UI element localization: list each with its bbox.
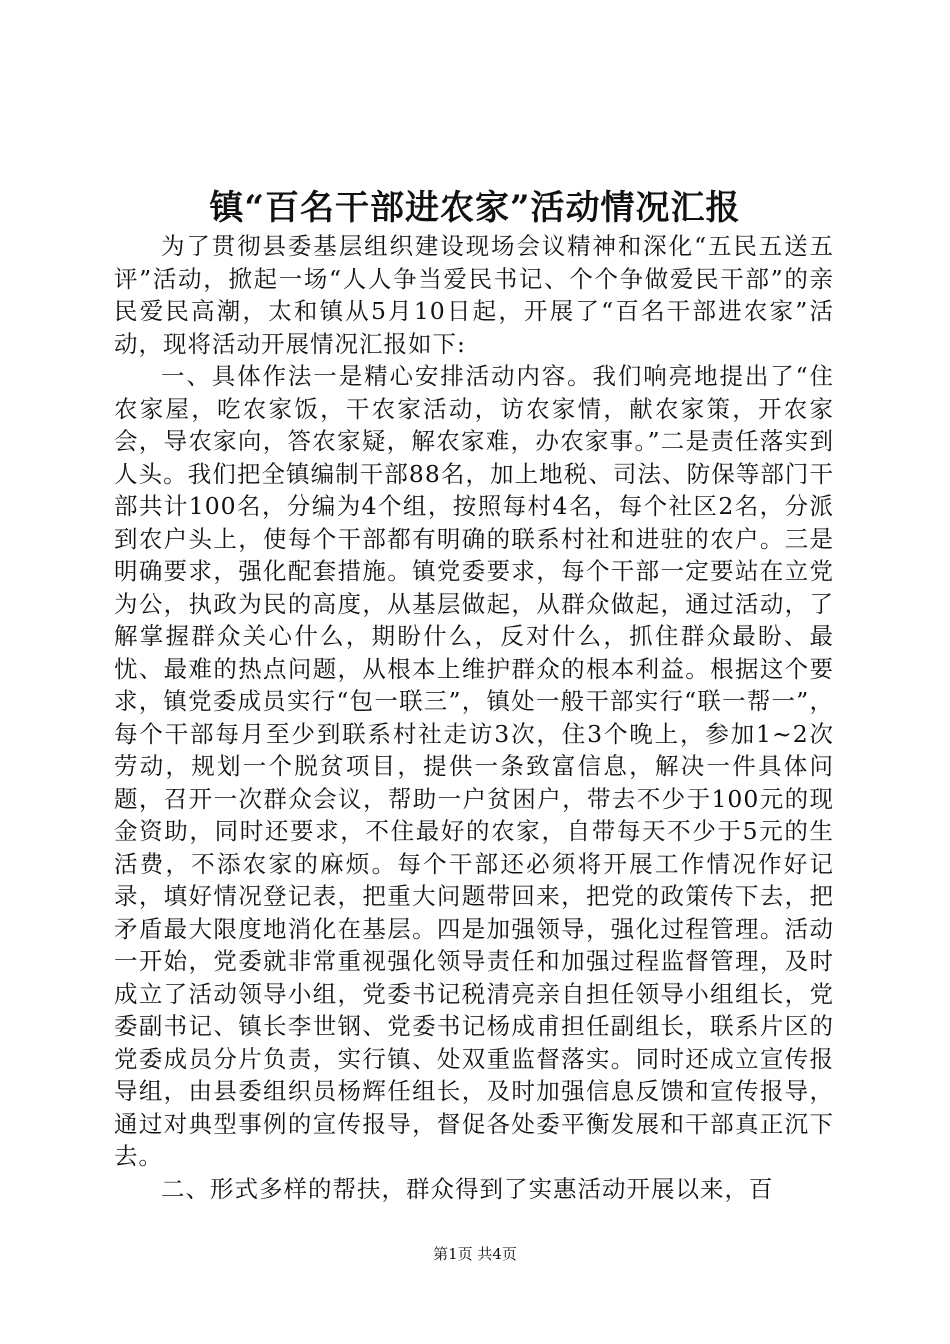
page-number-footer: 第1页 共4页 — [433, 1245, 517, 1263]
document-title: 镇“百名干部进农家”活动情况汇报 — [209, 188, 741, 228]
paragraph-section-2: 二、形式多样的帮扶，群众得到了实惠活动开展以来，百 — [161, 1174, 774, 1203]
paragraph-section-1: 一、具体作法一是精心安排活动内容。我们响亮地提出了“住农家屋，吃农家饭，干农家活动，访农家情，献农家策，开农家会，导农家向，答农家疑，解农家难，办农家事。”二是责任落实到人头。我们把全镇编制干部88名，加上地税、司法、防保等部门干部共计100名，分编为4个组，按照每村4名，每个社区2名，分派到农户头上，使每个干部都有明确的联系村社和进驻的农户。三是明确要求，强化配套措施。镇党委要求，每个干部一定要站在立党为公，执政为民的高度，从基层做起，从群众做起，通过活动，了解掌握群众关心什么，期盼什么，反对什么，抓住群众最盼、最忧、最难的热点问题，从根本上维护群众的根本利益。根据这个要求，镇党委成员实行“包一联三”，镇处一般干部实行“联一帮一”，每个干部每月至少到联系村社走访3次，住3个晚上，参加1~2次劳动，规划一个脱贫项目，提供一条致富信息，解决一件具体问题，召开一次群众会议，帮助一户贫困户，带去不少于100元的现金资助，同时还要求，不住最好的农家，自带每天不少于5元的生活费，不添农家的麻烦。每个干部还必须将开展工作情况作好记录，填好情况登记表，把重大问题带回来，把党的政策传下去，把矛盾最大限度地消化在基层。四是加强领导，强化过程管理。活动一开始，党委就非常重视强化领导责任和加强过程监督管理，及时成立了活动领导小组，党委书记税清亮亲自担任领导小组组长，党委副书记、镇长李世钢、党委书记杨成甫担任副组长，联系片区的党委成员分片负责，实行镇、处双重监督落实。同时还成立宣传报导组，由县委组织员杨辉任组长，及时加强信息反馈和宣传报导，通过对典型事例的宣传报导，督促各处委平衡发展和干部真正沉下去。 — [114, 362, 834, 1170]
document-body — [114, 230, 834, 1205]
paragraph-intro: 为了贯彻县委基层组织建设现场会议精神和深化“五民五送五评”活动，掀起一场“人人争当爱民书记、个个争做爱民干部”的亲民爱民高潮，太和镇从5月10日起，开展了“百名干部进农家”活动，现将活动开展情况汇报如下: — [114, 232, 834, 358]
